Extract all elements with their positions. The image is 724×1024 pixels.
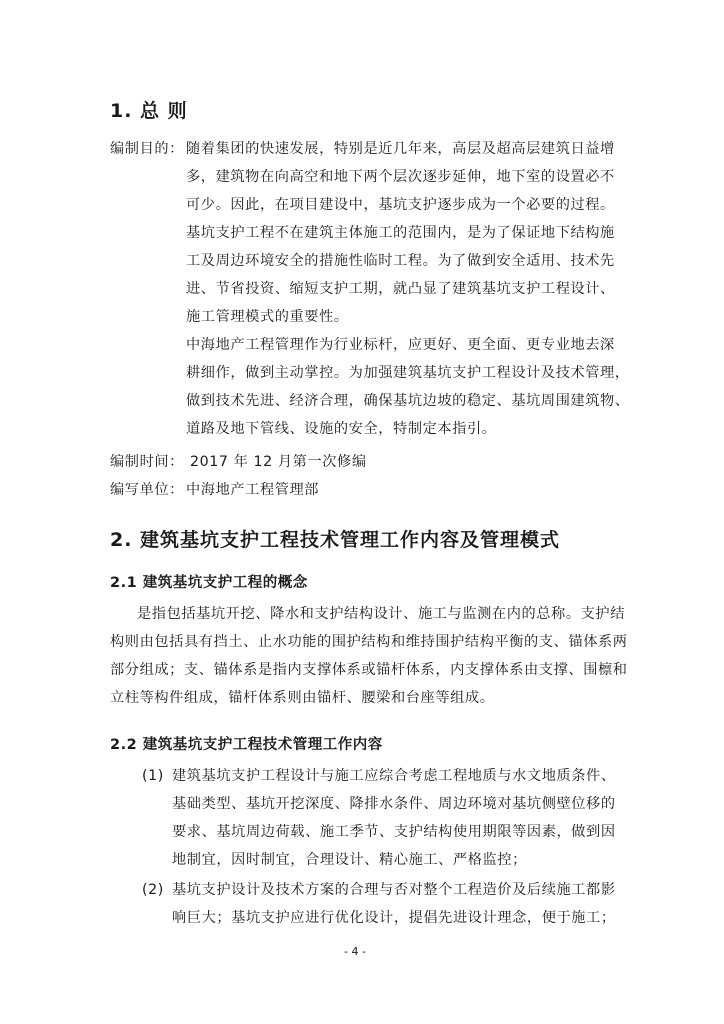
list-item-marker: (1) xyxy=(142,768,164,784)
concept-line: 是指包括基坑开挖、降水和支护结构设计、施工与监测在内的总称。支护结 xyxy=(137,606,625,622)
section-2-heading: 2. 建筑基坑支护工程技术管理工作内容及管理模式 xyxy=(110,529,561,551)
list-item-line: 建筑基坑支护工程设计与施工应综合考虑工程地质与水文地质条件、 xyxy=(172,768,616,784)
concept-line: 部分组成；支、锚体系是指内支撑体系或锚杆体系，内支撑体系由支撑、围檩和 xyxy=(110,662,628,678)
purpose-line: 基坑支护工程不在建筑主体施工的范围内，是为了保证地下结构施 xyxy=(186,225,615,241)
purpose-line: 施工管理模式的重要性。 xyxy=(186,309,349,325)
time-value: 2017 年 12 月第一次修编 xyxy=(190,454,367,470)
purpose-line: 多，建筑物在向高空和地下两个层次逐步延伸，地下室的设置必不 xyxy=(186,169,615,185)
purpose-line: 中海地产工程管理作为行业标杆，应更好、更全面、更专业地去深 xyxy=(186,337,615,353)
purpose-line: 耕细作，做到主动掌控。为加强建筑基坑支护工程设计及技术管理， xyxy=(186,365,630,381)
list-item-line: 基坑支护设计及技术方案的合理与否对整个工程造价及后续施工都影 xyxy=(172,882,616,898)
page-number: - 4 - xyxy=(344,945,366,958)
list-item-line: 基础类型、基坑开挖深度、降排水条件、周边环境对基坑侧壁位移的 xyxy=(172,796,616,812)
concept-line: 立柱等构件组成，锚杆体系则由锚杆、腰梁和台座等组成。 xyxy=(110,690,495,706)
unit-label: 编写单位： xyxy=(110,482,184,498)
subsection-2-2-heading: 2.2 建筑基坑支护工程技术管理工作内容 xyxy=(110,737,383,753)
list-item-line: 响巨大；基坑支护应进行优化设计，提倡先进设计理念，便于施工； xyxy=(172,910,616,926)
time-label: 编制时间： xyxy=(110,454,184,470)
concept-line: 构则由包括具有挡土、止水功能的围护结构和维持围护结构平衡的支、锚体系两 xyxy=(110,634,628,650)
purpose-line: 可少。因此，在项目建设中，基坑支护逐步成为一个必要的过程。 xyxy=(186,197,615,213)
unit-value: 中海地产工程管理部 xyxy=(186,482,320,498)
purpose-label: 编制目的： xyxy=(110,141,184,157)
purpose-line: 道路及地下管线、设施的安全，特制定本指引。 xyxy=(186,421,497,437)
list-item-marker: (2) xyxy=(142,882,164,898)
list-item-line: 地制宜，因时制宜，合理设计、精心施工、严格监控； xyxy=(172,852,527,868)
purpose-line: 进、节省投资、缩短支护工期，就凸显了建筑基坑支护工程设计、 xyxy=(186,281,615,297)
purpose-line: 工及周边环境安全的措施性临时工程。为了做到安全适用、技术先 xyxy=(186,253,615,269)
list-item-line: 要求、基坑周边荷载、施工季节、支护结构使用期限等因素，做到因 xyxy=(172,824,616,840)
purpose-line: 做到技术先进、经济合理，确保基坑边坡的稳定、基坑周围建筑物、 xyxy=(186,393,630,409)
subsection-2-1-heading: 2.1 建筑基坑支护工程的概念 xyxy=(110,575,308,591)
section-1-heading: 1. 总 则 xyxy=(110,100,188,122)
purpose-line: 随着集团的快速发展，特别是近几年来，高层及超高层建筑日益增 xyxy=(186,141,615,157)
